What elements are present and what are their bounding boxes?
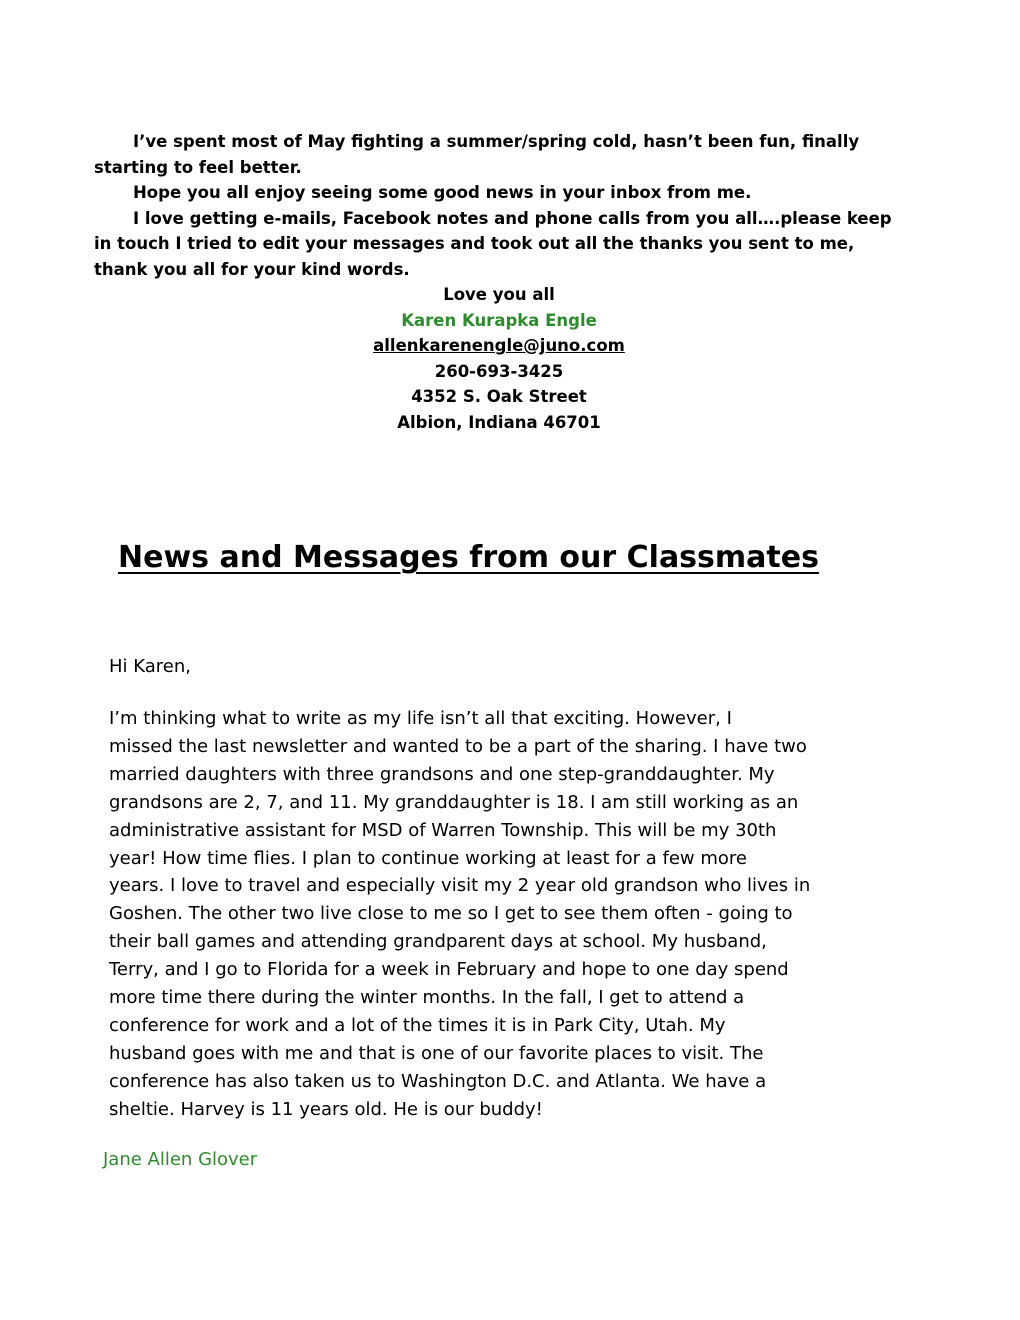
message-line: husband goes with me and that is one of our favorite places to visit. The xyxy=(109,1042,764,1064)
author-city: Albion, Indiana 46701 xyxy=(397,412,601,432)
intro-paragraph: I’ve spent most of May fighting a summer/spring cold, hasn’t been fun, finally starting to feel better. xyxy=(94,132,860,177)
message-line: Goshen. The other two live close to me so I get to see them often - going to xyxy=(109,903,793,925)
message-line: I’m thinking what to write as my life isn’t all that exciting. However, I xyxy=(109,708,732,729)
message-body xyxy=(109,705,869,1124)
author-street: 4352 S. Oak Street xyxy=(411,387,587,406)
message-line: sheltie. Harvey is 11 years old. He is our buddy! xyxy=(109,1098,543,1120)
message-line: year! How time flies. I plan to continue working at least for a few more xyxy=(109,847,747,869)
message-line: administrative assistant for MSD of Warren Township. This will be my 30th xyxy=(109,819,777,841)
message-line: conference has also taken us to Washington D.C. and Atlanta. We have a xyxy=(109,1070,767,1092)
message-line: Terry, and I go to Florida for a week in February and hope to one day spend xyxy=(109,959,789,981)
intro-paragraph: Hope you all enjoy seeing some good news in your inbox from me. xyxy=(133,183,752,202)
message-line: missed the last newsletter and wanted to be a part of the sharing. I have two xyxy=(109,735,807,757)
author-email-link[interactable]: allenkarenengle@juno.com xyxy=(373,336,625,355)
message-line: grandsons are 2, 7, and 11. My granddaughter is 18. I am still working as an xyxy=(109,791,799,813)
message-greeting: Hi Karen, xyxy=(109,656,191,677)
message-line: years. I love to travel and especially visit my 2 year old grandson who lives in xyxy=(109,875,811,897)
intro-letter xyxy=(94,129,894,282)
message-signature: Jane Allen Glover xyxy=(103,1149,258,1170)
message-line: their ball games and attending grandparent days at school. My husband, xyxy=(109,931,767,953)
author-phone: 260-693-3425 xyxy=(434,361,564,381)
section-heading: News and Messages from our Classmates xyxy=(118,540,819,575)
signoff-block xyxy=(300,282,698,435)
message-line: conference for work and a lot of the times it is in Park City, Utah. My xyxy=(109,1014,726,1036)
author-name: Karen Kurapka Engle xyxy=(401,310,597,330)
closing-line: Love you all xyxy=(443,285,555,304)
message-line: more time there during the winter months. In the fall, I get to attend a xyxy=(109,987,745,1009)
message-line: married daughters with three grandsons and one step-granddaughter. My xyxy=(109,763,775,785)
intro-paragraph: I love getting e-mails, Facebook notes and phone calls from you all….please keep in touch I tried to edit your messages and took out all the thanks you sent to me, thank you all for your kind words. xyxy=(94,208,892,279)
